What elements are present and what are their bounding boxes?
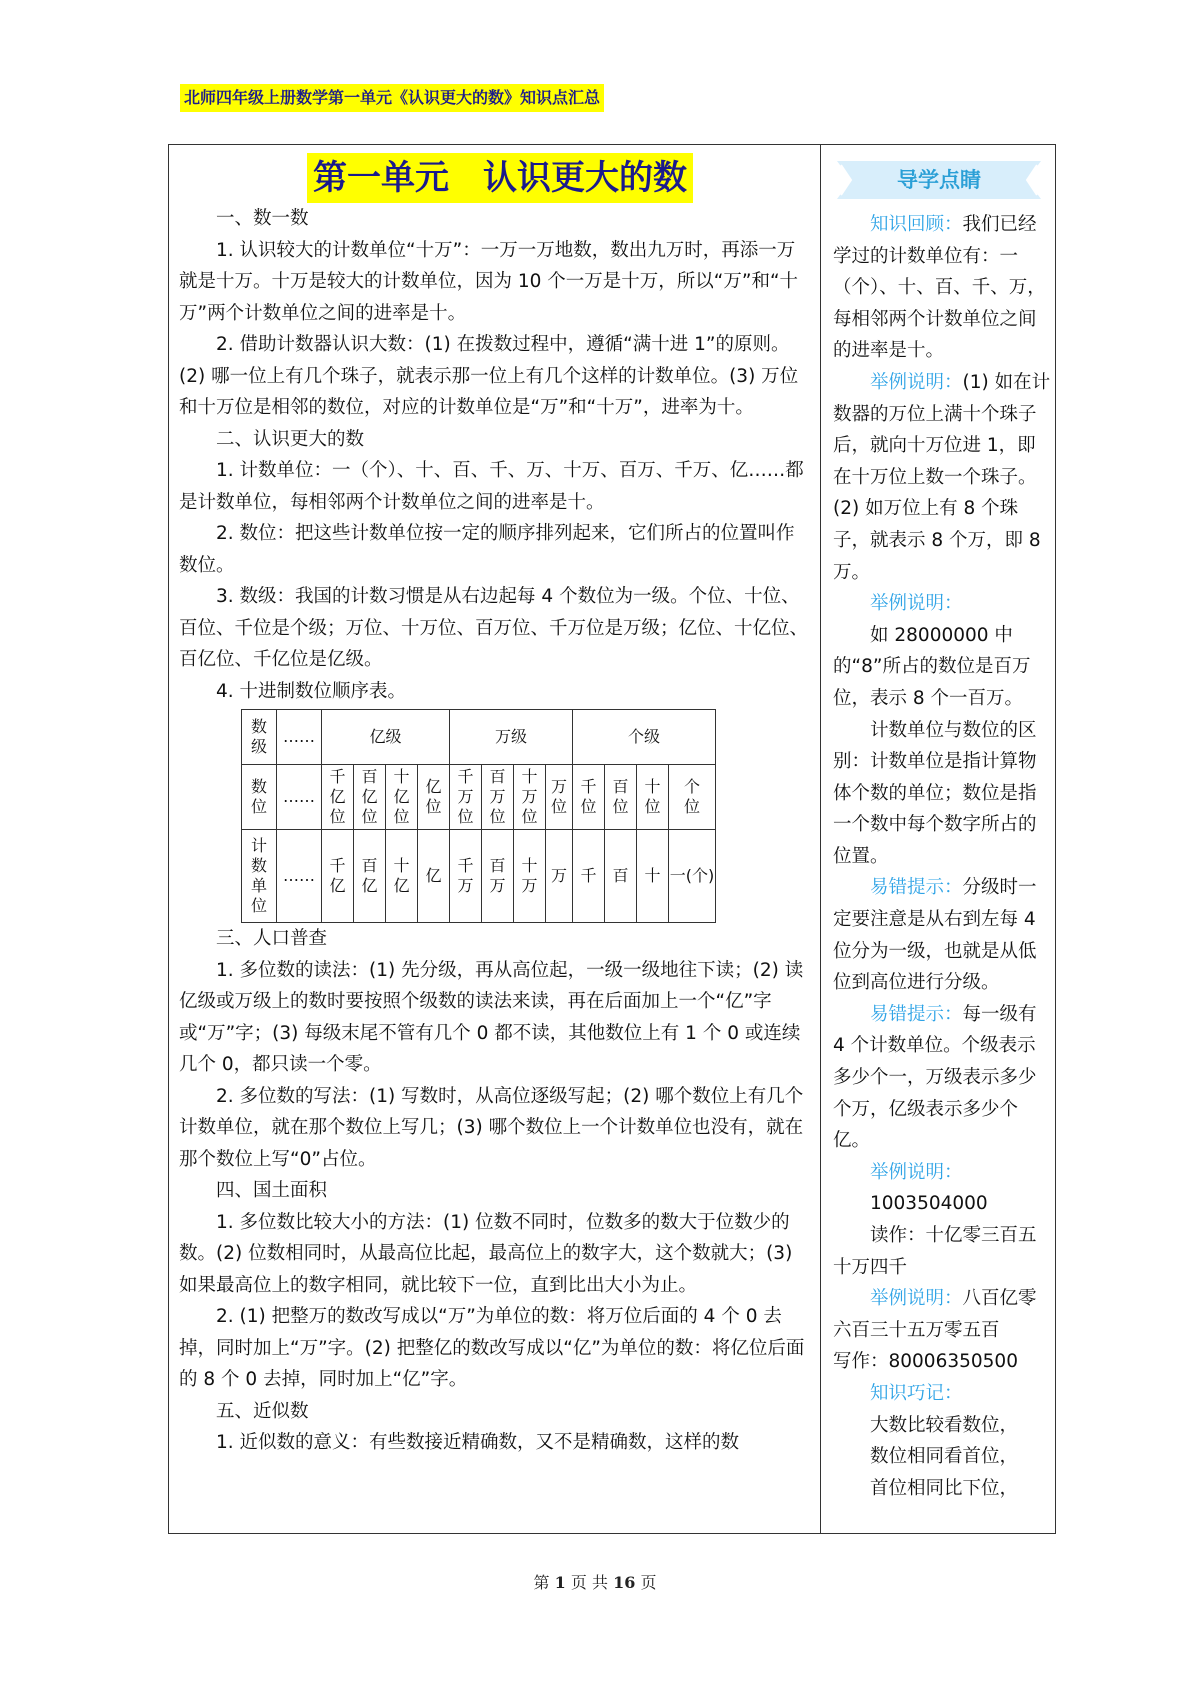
table-cell: 数级	[242, 710, 277, 765]
table-cell: 十万位	[514, 765, 546, 830]
table-row-levels	[242, 710, 716, 765]
ribbon-title: 导学点睛	[897, 168, 981, 192]
note-label: 举例说明：	[870, 593, 963, 615]
note-caution-1: 易错提示：分级时一定要注意是从右到左每 4 位分为一级，也就是从低位到高位进行分级。	[833, 877, 1037, 994]
table-cell: 百万	[482, 830, 514, 923]
unit-title: 第一单元 认识更大的数	[307, 153, 693, 203]
side-notes	[833, 209, 1051, 1504]
section-heading-2: 二、认识更大的数	[216, 428, 365, 450]
table-cell: 亿位	[418, 765, 450, 830]
table-cell: 十亿位	[386, 765, 418, 830]
table-cell: 千万位	[450, 765, 482, 830]
table-cell: ……	[277, 830, 322, 923]
table-cell: 万	[546, 830, 573, 923]
table-row-units	[242, 830, 716, 923]
section-heading-4: 四、国土面积	[216, 1180, 328, 1201]
section-heading-1: 一、数一数	[216, 208, 309, 229]
table-cell: 计数单位	[242, 830, 277, 923]
table-cell-ge-level: 个级	[573, 710, 716, 765]
content-frame	[168, 144, 1056, 1534]
table-cell: 十	[637, 830, 669, 923]
place-value-table-wrap	[241, 709, 811, 923]
paragraph: 2. 借助计数器认识大数：(1) 在拨数过程中，遵循“满十进 1”的原则。(2) 哪一位上有几个珠子，就表示那一位上有几个这样的计数单位。(3) 万位和十万位是相邻的数位，对应的计数单位是“万”和“十万”，进率为十。	[179, 334, 799, 418]
mnemonic-line: 数位相同看首位，	[870, 1446, 1019, 1468]
table-cell: 百亿	[354, 830, 386, 923]
note-example-1: 举例说明：(1) 如在计数器的万位上满十个珠子后，就向十万位进 1，即在十万位上数一个珠子。(2) 如万位上有 8 个珠子，就表示 8 个万，即 8 万。	[833, 371, 1051, 583]
paragraph: 1. 多位数比较大小的方法：(1) 位数不同时，位数多的数大于位数少的数。(2) 位数相同时，从最高位比起，最高位上的数字大，这个数就大；(3) 如果最高位上的数字相同，就比较下一位，直到比出大小为止。	[179, 1211, 793, 1296]
note-knowledge-review: 知识回顾：我们已经学过的计数单位有：一（个）、十、百、千、万，每相邻两个计数单位之间的进率是十。	[833, 214, 1046, 362]
page-total: 16	[613, 1573, 636, 1592]
table-row-places	[242, 765, 716, 830]
note-difference: 计数单位与数位的区别：计数单位是指计算物体个数的单位；数位是指一个数中每个数字所占的位置。	[833, 719, 1037, 867]
page-number: 1	[554, 1573, 566, 1592]
table-cell: 万位	[546, 765, 573, 830]
mnemonic-line: 大数比较看数位，	[870, 1414, 1019, 1436]
column-divider	[820, 145, 821, 1533]
note-example-3: 举例说明：八百亿零六百三十五万零五百	[833, 1288, 1037, 1341]
table-cell: ……	[277, 710, 322, 765]
table-cell: 百	[605, 830, 637, 923]
table-cell-wan-level: 万级	[450, 710, 573, 765]
table-cell: 百位	[605, 765, 637, 830]
section-heading-5: 五、近似数	[216, 1400, 309, 1422]
table-cell: 亿	[418, 830, 450, 923]
mnemonic-line: 首位相同比下位，	[870, 1477, 1019, 1499]
page-footer: 第 1 页 共 16 页	[533, 1573, 657, 1592]
guide-ribbon	[837, 161, 1041, 199]
note-label: 举例说明：	[870, 1161, 963, 1183]
table-cell: 十万	[514, 830, 546, 923]
table-cell: 一(个)	[669, 830, 716, 923]
table-cell: 千	[573, 830, 605, 923]
paragraph: 3. 数级：我国的计数习惯是从右边起每 4 个数位为一级。个位、十位、百位、千位是个级；万位、十万位、百万位、千万位是万级；亿位、十亿位、百亿位、千亿位是亿级。	[179, 586, 809, 670]
main-content	[179, 203, 811, 1459]
note-caution-2: 易错提示：每一级有 4 个计数单位。个级表示多少个一，万级表示多少个万，亿级表示多少个亿。	[833, 1003, 1037, 1152]
section-heading-3: 三、人口普查	[216, 928, 328, 949]
note-example-2: 如 28000000 中的“8”所占的数位是百万位，表示 8 个一百万。	[833, 624, 1031, 709]
paragraph: 1. 多位数的读法：(1) 先分级，再从高位起，一级一级地往下读；(2) 读亿级或万级上的数时要按照个级数的读法来读，再在后面加上一个“亿”字或“万”字；(3) 每级末尾不管有几个 0 都不读，其他数位上有 1 个 0 或连续几个 0，都只读一个零。	[179, 959, 804, 1075]
paragraph: 1. 近似数的意义：有些数接近精确数，又不是精确数，这样的数	[216, 1432, 740, 1453]
table-cell: 数位	[242, 765, 277, 830]
table-cell: 十位	[637, 765, 669, 830]
table-cell: 千亿	[322, 830, 354, 923]
paragraph: 4. 十进制数位顺序表。	[216, 680, 407, 702]
table-cell: 百亿位	[354, 765, 386, 830]
table-cell: ……	[277, 765, 322, 830]
table-cell: 千亿位	[322, 765, 354, 830]
note-reading: 读作：十亿零三百五十万四千	[833, 1225, 1037, 1278]
paragraph: 1. 认识较大的计数单位“十万”：一万一万地数，数出九万时，再添一万就是十万。十万是较大的计数单位，因为 10 个一万是十万，所以“万”和“十万”两个计数单位之间的进率是十。	[179, 239, 799, 324]
document-header: 北师四年级上册数学第一单元《认识更大的数》知识点汇总	[180, 84, 604, 112]
note-label: 知识巧记：	[870, 1382, 963, 1404]
paragraph: 2. 多位数的写法：(1) 写数时，从高位逐级写起；(2) 哪个数位上有几个计数单位，就在那个数位上写几；(3) 哪个数位上一个计数单位也没有，就在那个数位上写“0”占位。	[179, 1085, 804, 1170]
place-value-table	[241, 709, 716, 923]
note-number: 1003504000	[870, 1193, 988, 1215]
table-cell: 百万位	[482, 765, 514, 830]
paragraph: 1. 计数单位：一（个）、十、百、千、万、十万、百万、千万、亿……都是计数单位，每相邻两个计数单位之间的进率是十。	[179, 460, 804, 513]
paragraph: 2. (1) 把整万的数改写成以“万”为单位的数：将万位后面的 4 个 0 去掉，同时加上“万”字。(2) 把整亿的数改写成以“亿”为单位的数：将亿位后面的 8 个 0 去掉，同时加上“亿”字。	[179, 1306, 805, 1390]
paragraph: 2. 数位：把这些计数单位按一定的顺序排列起来，它们所占的位置叫作数位。	[179, 523, 795, 576]
note-writing: 写作：80006350500	[833, 1351, 1018, 1373]
table-cell: 十亿	[386, 830, 418, 923]
table-cell: 千万	[450, 830, 482, 923]
table-cell-yi-level: 亿级	[322, 710, 450, 765]
table-cell: 个位	[669, 765, 716, 830]
table-cell: 千位	[573, 765, 605, 830]
